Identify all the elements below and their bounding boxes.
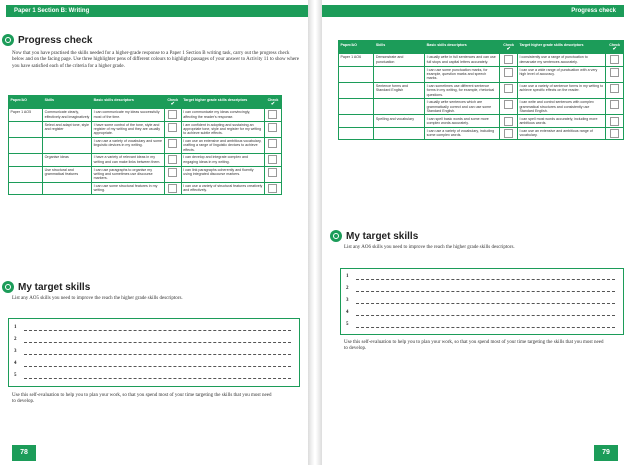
- target-icon: [330, 230, 342, 242]
- page-number: 79: [594, 445, 618, 461]
- target-skills-box: [8, 318, 300, 387]
- check-cell[interactable]: [606, 54, 624, 66]
- checkmark-icon: ✔: [506, 45, 511, 52]
- table-row: Use structural and grammatical features I can use paragraphs to organise my writing and sometimes use discourse markers. I can link paragraphs coherently and fluently using integrated discourse markers.: [9, 166, 282, 182]
- target-skills-heading: [2, 281, 90, 293]
- target-skills-box: [340, 268, 624, 335]
- check-cell[interactable]: [500, 82, 518, 98]
- check-cell[interactable]: [606, 127, 624, 139]
- right-page: [322, 0, 630, 465]
- col-header-basic: Basic skills descriptors: [92, 96, 165, 109]
- table-row: Spelling and vocabulary I can spell basic words and some more complex words accurately. I can spell most words accurately, including more ambitious words.: [339, 115, 624, 127]
- target-skills-title: My target skills: [346, 230, 419, 242]
- check-cell[interactable]: [606, 115, 624, 127]
- progress-check-title: Progress check: [18, 34, 93, 46]
- check-cell[interactable]: [500, 54, 518, 66]
- check-cell[interactable]: [606, 99, 624, 115]
- self-evaluation-note: Use this self-evaluation to help you to plan your work, so that you spend most of your time targeting the skills that you most need to develop.: [344, 340, 604, 352]
- col-header-target: Target higher grade skills descriptors: [517, 41, 605, 54]
- write-line[interactable]: 5: [14, 373, 291, 380]
- table-row: Select and adapt tone, style and register I have some control of the tone, style and register of my writing and they are usually appropriate. I am confident in adopting and sustaining an appropriate tone, style and register for my writing to achieve subtle effects.: [9, 121, 282, 137]
- target-skills-title: My target skills: [18, 281, 91, 293]
- check-cell[interactable]: [164, 182, 181, 194]
- check-cell[interactable]: [264, 166, 281, 182]
- check-cell[interactable]: [264, 109, 281, 121]
- write-line[interactable]: 2: [346, 286, 615, 293]
- col-header-paper: Paper/AO: [339, 41, 374, 54]
- write-line[interactable]: 1: [346, 274, 615, 281]
- table-row: Paper 1 AO6 Demonstrate and punctuation I usually write in full sentences and can use full stops and capital letters accurately. I consistently use a range of punctuation to demarcate my sentences accurately.: [339, 54, 624, 66]
- check-cell[interactable]: [164, 109, 181, 121]
- page-number: 78: [12, 445, 36, 461]
- check-cell[interactable]: [264, 182, 281, 194]
- write-line[interactable]: 3: [346, 298, 615, 305]
- col-header-target: Target higher grade skills descriptors: [181, 96, 264, 109]
- table-row: I can use some punctuation marks, for example, question marks and speech marks. I can use a wide range of punctuation with a very high level of accuracy.: [339, 66, 624, 82]
- target-skills-heading: [330, 230, 418, 242]
- section-header: Paper 1 Section B: Writing: [6, 5, 308, 17]
- table-row: I can use a variety of vocabulary, including some complex words. I can use an extensive and ambitious range of vocabulary.: [339, 127, 624, 139]
- check-cell[interactable]: [606, 82, 624, 98]
- checkmark-icon: ✔: [270, 100, 276, 107]
- check-cell[interactable]: [264, 137, 281, 153]
- write-line[interactable]: 4: [14, 361, 291, 368]
- target-skills-text: List any AO5 skills you need to improve the reach the higher grade skills descriptors.: [12, 296, 183, 301]
- col-header-check: Check ✔: [264, 96, 281, 109]
- self-evaluation-note: Use this self-evaluation to help you to plan your work, so that you spend most of your time targeting the skills that you most need to develop.: [12, 393, 272, 405]
- check-cell[interactable]: [500, 127, 518, 139]
- col-header-basic: Basic skills descriptors: [425, 41, 500, 54]
- col-header-skills: Skills: [43, 96, 92, 109]
- table-header-row: [9, 96, 282, 109]
- section-header: Progress check: [322, 5, 624, 17]
- col-header-check: Check ✔: [606, 41, 624, 54]
- progress-check-intro: Now that you have practised the skills needed for a higher-grade response to a Paper 1 Section B writing task, carry out the progress check below and on the facing page. Use three highlighter pens of different colours to highlight passages of your answer to Activity 11 to show where you have satisfied each of the criteria for a higher grade.: [12, 51, 300, 69]
- table-row: Organise ideas I have a variety of relevant ideas in my writing and can make links between them. I can develop and integrate complex and engaging ideas in my writing.: [9, 154, 282, 166]
- write-line[interactable]: 5: [346, 322, 615, 329]
- checkmark-icon: ✔: [170, 100, 175, 107]
- checkmark-icon: ✔: [612, 45, 617, 52]
- table-row: I can use a variety of vocabulary and some linguistic devices in my writing. I can use an extensive and ambitious vocabulary, crafting a range of linguistic devices to achieve effects.: [9, 137, 282, 153]
- check-cell[interactable]: [164, 121, 181, 137]
- target-skills-text: List any AO6 skills you need to improve the reach the higher grade skills descriptors.: [344, 245, 515, 250]
- write-line[interactable]: 2: [14, 337, 291, 344]
- col-header-skills: Skills: [374, 41, 425, 54]
- table-header-row: [339, 41, 624, 54]
- check-cell[interactable]: [606, 66, 624, 82]
- col-header-paper: Paper/AO: [9, 96, 43, 109]
- check-cell[interactable]: [164, 166, 181, 182]
- check-cell[interactable]: [500, 115, 518, 127]
- write-line[interactable]: 4: [346, 310, 615, 317]
- col-header-check: Check ✔: [500, 41, 518, 54]
- table-row: Sentence forms and Standard English I can sometimes use different sentence forms in my writing, for example, rhetorical questions. I can use a variety of sentence forms in my writing to achieve specific effects on the reader.: [339, 82, 624, 98]
- check-cell[interactable]: [500, 66, 518, 82]
- check-cell[interactable]: [264, 154, 281, 166]
- target-icon: [2, 281, 14, 293]
- book-spine: [308, 0, 322, 465]
- col-header-check: Check ✔: [164, 96, 181, 109]
- check-cell[interactable]: [264, 121, 281, 137]
- target-icon: [2, 34, 14, 46]
- check-cell[interactable]: [164, 154, 181, 166]
- table-row: I usually write sentences which are grammatically correct and can use some Standard English. I can write and control sentences with complex grammatical structures and consistently use Standard English.: [339, 99, 624, 115]
- check-cell[interactable]: [500, 99, 518, 115]
- progress-check-table: [338, 40, 624, 140]
- check-cell[interactable]: [164, 137, 181, 153]
- left-page: [0, 0, 308, 465]
- progress-check-table: [8, 95, 282, 195]
- table-row: Paper 1 AO5 Communicate clearly, effectively and imaginatively I can communicate my ideas successfully most of the time. I can communicate my ideas convincingly, affecting the reader's response.: [9, 109, 282, 121]
- write-line[interactable]: 3: [14, 349, 291, 356]
- table-row: I can use some structural features in my writing. I can use a variety of structural features creatively and effectively.: [9, 182, 282, 194]
- write-line[interactable]: 1: [14, 325, 291, 332]
- progress-check-heading: [2, 34, 93, 46]
